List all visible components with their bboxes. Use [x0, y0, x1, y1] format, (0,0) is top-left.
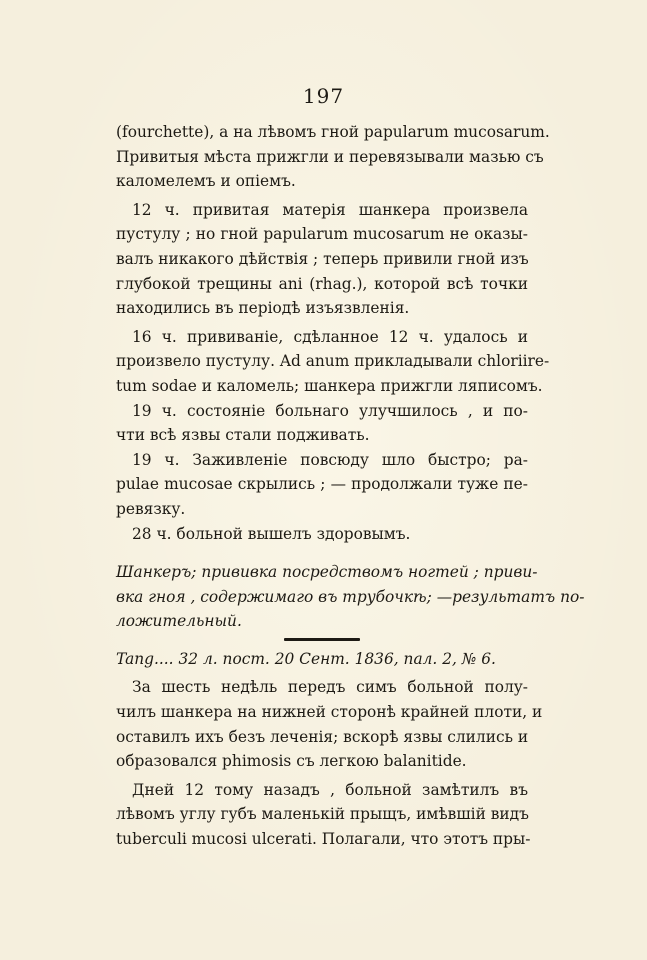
case-header-text: Tang.... 32 л. пост. 20 Сент. 1836, пал. 2, № 6. [116, 649, 496, 668]
text-line: чилъ шанкера на нижней сторонѣ крайней плоти, и [116, 703, 543, 722]
section-divider [284, 638, 360, 641]
text-line: каломелемъ и опіемъ. [116, 172, 296, 191]
paragraph [116, 198, 528, 321]
text-line: (fourchette), а на лѣвомъ гной papularum mucosarum. [116, 123, 550, 141]
text-line: tuberculi mucosi ulcerati. Полагали, что этотъ пры- [116, 830, 531, 849]
text-line: tum sodae и каломель; шанкера прижгли ляписомъ. [116, 376, 543, 395]
paragraph [116, 325, 550, 399]
paragraph [116, 120, 550, 194]
summary-line: вка гноя , содержимаго въ трубочкѣ; —результатъ по- [116, 587, 585, 606]
text-line: глубокой трещины ani (rhag.), которой всѣ точки [116, 274, 528, 293]
text-line: 19 ч. Заживленіе повсюду шло быстро; pa- [132, 450, 528, 469]
page-number: 197 [302, 84, 345, 108]
paragraph [116, 522, 528, 547]
text-line: 16 ч. прививаніе, сдѣланное 12 ч. удалось и [132, 327, 528, 346]
text-line: оставилъ ихъ безъ леченія; вскорѣ язвы слились и [116, 727, 529, 746]
text-line: пустулу ; но гной papularum mucosarum не оказы- [116, 225, 528, 244]
summary-line: ложительный. [116, 612, 242, 631]
text-line: находились въ періодѣ изъязвленія. [116, 299, 410, 318]
text-line: 19 ч. состояніе больнаго улучшилось , и по- [132, 401, 528, 420]
text-line: произвело пустулу. Ad anum прикладывали chloriire- [116, 352, 550, 371]
text-line: лѣвомъ углу губъ маленькій прыщъ, имѣвшій видъ [116, 805, 529, 824]
paragraph [116, 675, 543, 773]
text-line: валъ никакого дѣйствія ; теперь привили гной изъ [116, 249, 529, 268]
text-line: 12 ч. привитая матерія шанкера произвела [132, 200, 528, 219]
summary-line: Шанкеръ; прививка посредствомъ ногтей ; приви- [116, 563, 538, 582]
text-line: чти всѣ язвы стали подживать. [116, 426, 370, 445]
case-header [116, 647, 528, 672]
paragraph [116, 399, 528, 448]
text-line: ревязку. [116, 499, 186, 518]
text-line: Дней 12 тому назадъ , больной замѣтилъ въ [132, 780, 528, 799]
text-line: Привитыя мѣста прижгли и перевязывали мазью съ [116, 147, 544, 166]
text-line: pulae mucosae скрылись ; — продолжали туже пе- [116, 475, 528, 494]
paragraph [116, 448, 528, 522]
case-summary [116, 560, 585, 634]
page-text [116, 120, 585, 852]
text-line: За шесть недѣль передъ симъ больной полу- [132, 678, 528, 697]
text-line: 28 ч. больной вышелъ здоровымъ. [132, 524, 411, 543]
paragraph [116, 778, 531, 852]
text-line: образовался phimosis съ легкою balanitide. [116, 752, 467, 771]
